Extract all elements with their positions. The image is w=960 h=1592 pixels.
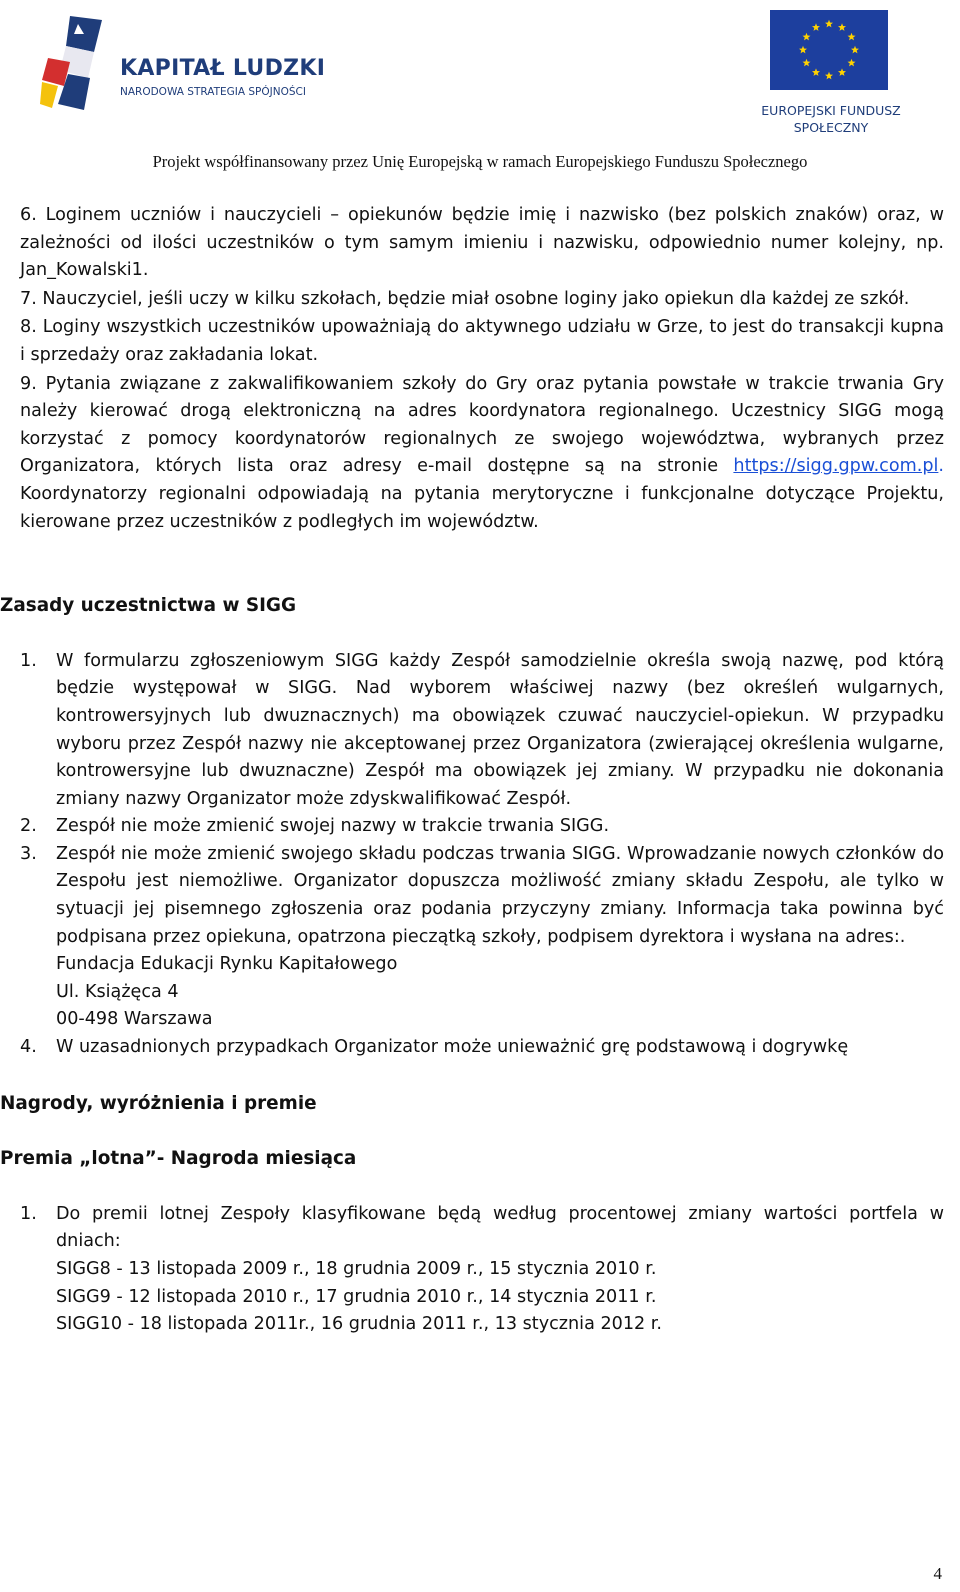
item-number: 2.	[20, 816, 37, 837]
logo-subtitle: NARODOWA STRATEGIA SPÓJNOŚCI	[120, 86, 306, 98]
item-text: W formularzu zgłoszeniowym SIGG każdy Zespół samodzielnie określa swoją nazwę, pod którą będzie występował w SIGG. Nad wyborem właściwej nazwy (bez określeń wulgarnych, kontrowersyjnych lub dwuznacznych) ma obowiązek czuwać nauczyciel-opiekun. W przypadku wyboru przez Zespół nazwy nie akceptowanej przez Organizatora (zwierającej określenia wulgarne, kontrowersyjne lub dwuznaczne) Zespół ma obowiązek jej zmiany. W przypadku nie dokonania zmiany nazwy Organizator może zdyskwalifikować Zespół.	[56, 650, 944, 809]
list-item	[0, 813, 944, 841]
date-line: SIGG10 - 18 listopada 2011r., 16 grudnia 2011 r., 13 stycznia 2012 r.	[56, 1314, 663, 1335]
item-number: 6.	[20, 205, 37, 225]
item-number: 7.	[20, 288, 37, 309]
list-bonus	[0, 1201, 944, 1339]
date-line: SIGG8 - 13 listopada 2009 r., 18 grudnia 2009 r., 15 stycznia 2010 r.	[56, 1259, 657, 1279]
item-text: W uzasadnionych przypadkach Organizator może unieważnić grę podstawową i dogrywkę	[56, 1037, 849, 1058]
list-item	[0, 1201, 944, 1256]
item-text: Zespół nie może zmienić swojego składu podczas trwania SIGG. Wprowadzanie nowych członków do Zespołu jest niemożliwe. Organizator dopuszcza możliwość zmiany składu Zespołu, ale tylko w sytuacji jej pisemnego zgłoszenia oraz podania przyczyny zmiany. Informacja taka powinna być podpisana przez opiekuna, opatrzona pieczątką szkoły, podpisem dyrektora i wysłana na adres:.	[56, 843, 944, 947]
document-body	[0, 202, 944, 1339]
list-item	[0, 1034, 944, 1062]
logo-title: KAPITAŁ LUDZKI	[120, 56, 326, 81]
section-heading-flying-bonus: Premia „lotna”- Nagroda miesiąca	[0, 1148, 357, 1170]
eu-fund-logo	[752, 8, 912, 134]
list-rules	[0, 648, 944, 1062]
item-number: 4.	[20, 1037, 37, 1058]
eu-fund-line2: SPOŁECZNY	[793, 120, 869, 135]
item-text: Zespół nie może zmienić swojej nazwy w trakcie trwania SIGG.	[56, 816, 610, 837]
address-line: 00-498 Warszawa	[56, 1009, 213, 1030]
item-text: Do premii lotnej Zespoły klasyfikowane będą według procentowej zmiany wartości portfela w dniach:	[56, 1203, 944, 1252]
item-number: 8.	[20, 317, 37, 338]
kapital-ludzki-emblem-icon	[40, 12, 112, 116]
item-text: Loginy wszystkich uczestników upoważniają do aktywnego udziału w Grze, to jest do transakcji kupna i sprzedaży oraz zakładania lokat.	[20, 317, 945, 365]
address-line: Fundacja Edukacji Rynku Kapitałowego	[56, 954, 398, 975]
sigg-website-link[interactable]: https://sigg.gpw.com.pl	[733, 456, 939, 477]
item-number: 9.	[20, 373, 37, 394]
list-item	[0, 841, 944, 951]
kapital-ludzki-logo	[40, 10, 330, 122]
item-number: 3.	[20, 843, 37, 864]
list-item	[0, 202, 944, 285]
section-heading-awards: Nagrody, wyróżnienia i premie	[0, 1092, 317, 1114]
page-number: 4	[933, 1564, 942, 1583]
item-text: Nauczyciel, jeśli uczy w kilku szkołach, będzie miał osobne loginy jako opiekun dla każdej ze szkół.	[42, 288, 910, 309]
eu-fund-line1: EUROPEJSKI FUNDUSZ	[761, 103, 901, 118]
link-period: .	[938, 456, 944, 477]
item-text: Loginem uczniów i nauczycieli – opiekunów będzie imię i nazwisko (bez polskich znaków) oraz, w zależności od ilości uczestników o tym samym imieniu i nazwisku, odpowiednio numer kolejny, np. Jan_Kowalski1.	[20, 205, 944, 281]
item-text: Pytania związane z zakwalifikowaniem szkoły do Gry oraz pytania powstałe w trakcie trwania Gry należy kierować drogą elektroniczną na adres koordynatora regionalnego. Uczestnicy SIGG mogą korzystać z pomocy koordynatorów regionalnych ze swojego województwa, wybranych przez Organizatora, których lista oraz adresy e-mail dostępne są na stronie	[20, 373, 944, 477]
list-item	[0, 286, 944, 314]
list-item	[0, 371, 944, 537]
list-top	[0, 202, 944, 536]
item-number: 1.	[20, 1203, 37, 1224]
eu-flag-icon	[770, 10, 888, 90]
cofinanced-statement: Projekt współfinansowany przez Unię Europejską w ramach Europejskiego Funduszu Społecznego	[152, 152, 808, 171]
item-text-continued: Koordynatorzy regionalni odpowiadają na pytania merytoryczne i funkcjonalne dotyczące Projektu, kierowane przez uczestników z podległych im województw.	[20, 483, 944, 532]
section-heading-rules: Zasady uczestnictwa w SIGG	[0, 595, 297, 617]
eu-fund-title	[752, 102, 910, 136]
item-number: 1.	[20, 650, 37, 671]
list-item	[0, 648, 944, 814]
address-line: Ul. Książęca 4	[56, 981, 179, 1002]
date-line: SIGG9 - 12 listopada 2010 r., 17 grudnia 2010 r., 14 stycznia 2011 r.	[56, 1286, 657, 1307]
list-item	[0, 314, 944, 369]
